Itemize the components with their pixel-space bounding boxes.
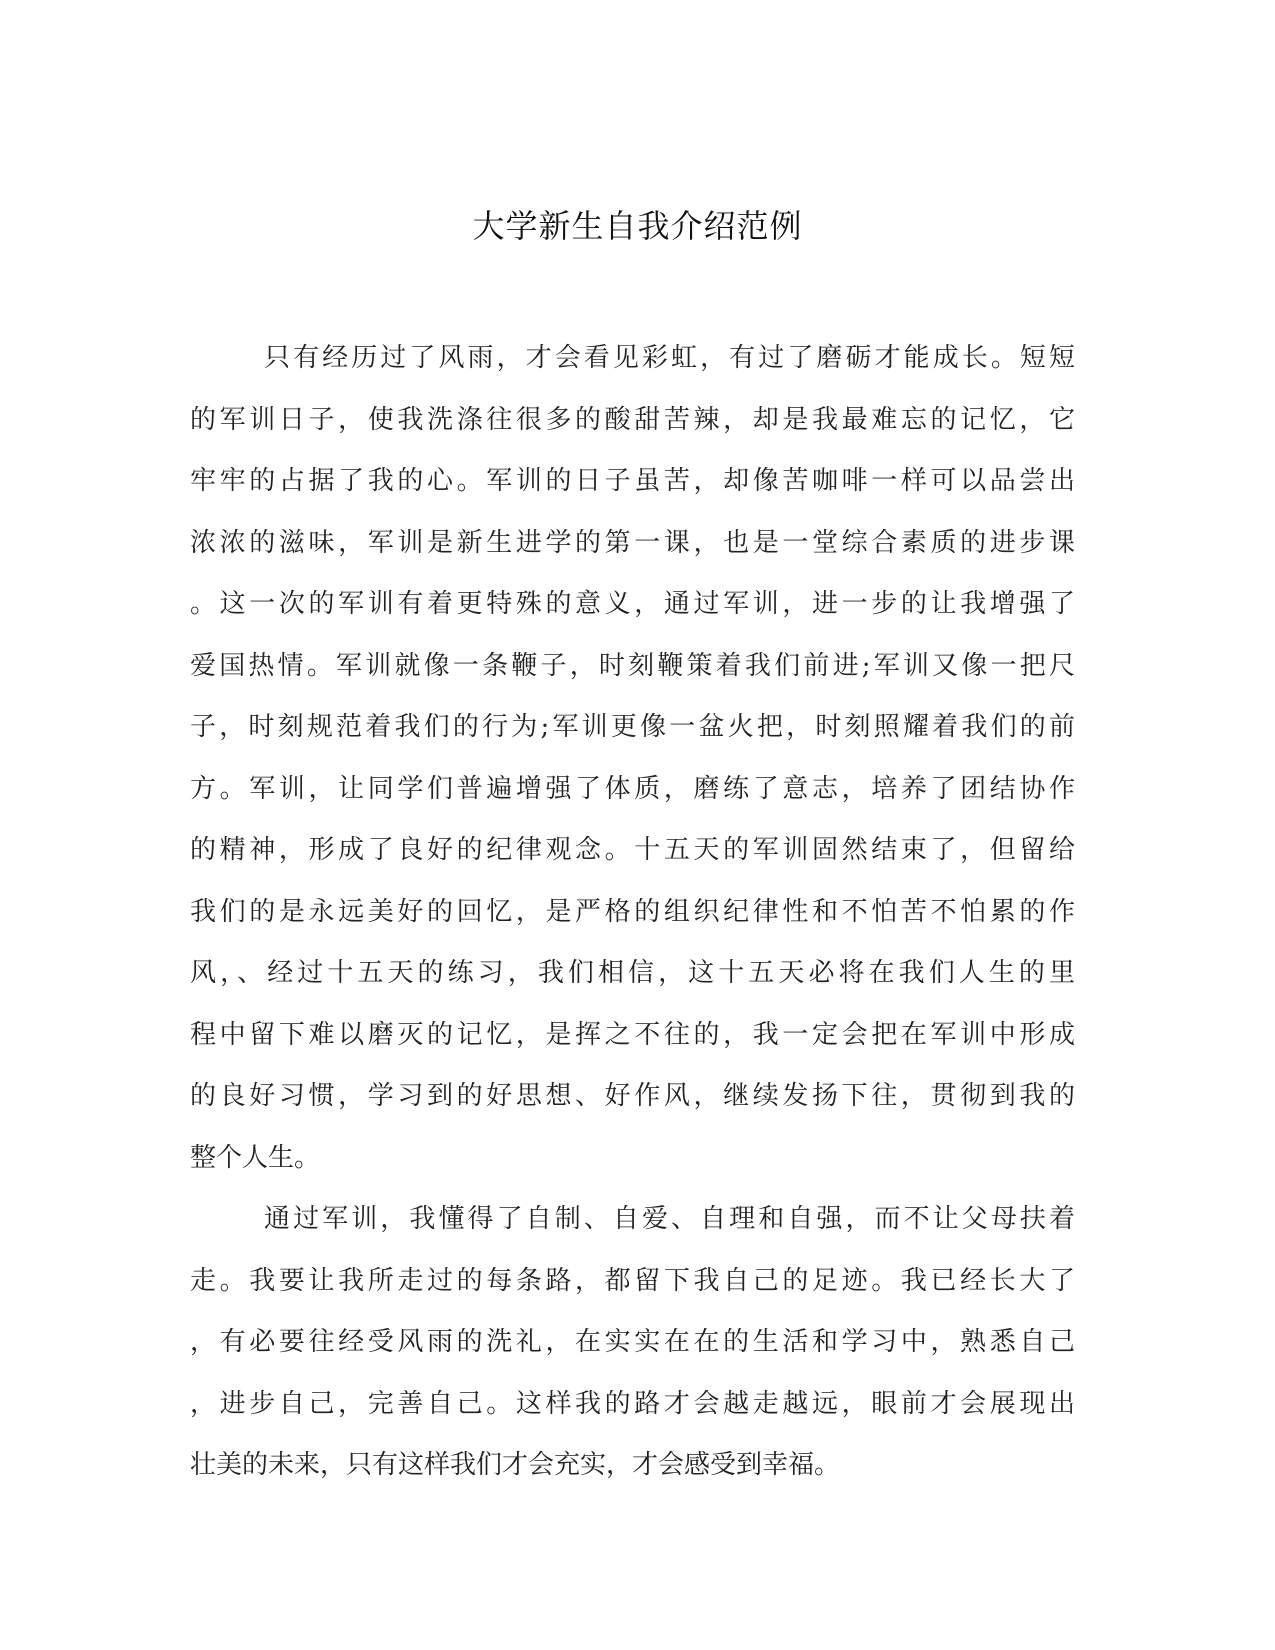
document-body	[190, 328, 1075, 1497]
text-line: 牢牢的占据了我的心。军训的日子虽苦，却像苦咖啡一样可以品尝出	[190, 466, 1075, 496]
paragraph-2	[190, 1189, 1075, 1497]
text-line: 的良好习惯，学习到的好思想、好作风，继续发扬下往，贯彻到我的	[190, 1081, 1075, 1111]
text-line: 整个人生。	[190, 1142, 321, 1173]
text-line: 的精神，形成了良好的纪律观念。十五天的军训固然结束了，但留给	[190, 835, 1075, 865]
text-line: 方。军训，让同学们普遍增强了体质，磨练了意志，培养了团结协作	[190, 773, 1075, 804]
text-line: ，进步自己，完善自己。这样我的路才会越走越远，眼前才会展现出	[190, 1388, 1075, 1419]
text-line: 通过军训，我懂得了自制、自爱、自理和自强，而不让父母扶着	[264, 1204, 1075, 1234]
document-title: 大学新生自我介绍范例	[472, 207, 803, 245]
text-line: 的军训日子，使我洗涤往很多的酸甜苦辣，却是我最难忘的记忆，它	[190, 404, 1075, 435]
text-line: 程中留下难以磨灭的记忆，是挥之不往的，我一定会把在军训中形成	[190, 1019, 1075, 1050]
text-line: 我们的是永远美好的回忆，是严格的组织纪律性和不怕苦不怕累的作	[190, 896, 1075, 927]
text-line: 壮美的未来，只有这样我们才会充实，才会感受到幸福。	[190, 1450, 841, 1480]
text-line: 只有经历过了风雨，才会看见彩虹，有过了磨砺才能成长。短短	[264, 343, 1075, 373]
text-line: ，有必要往经受风雨的洗礼，在实实在在的生活和学习中，熟悉自己	[190, 1327, 1075, 1357]
paragraph-1	[190, 328, 1075, 1189]
text-line: 子，时刻规范着我们的行为;军训更像一盆火把，时刻照耀着我们的前	[190, 712, 1075, 742]
text-line: 。这一次的军训有着更特殊的意义，通过军训，进一步的让我增强了	[190, 589, 1075, 619]
text-line: 浓浓的滋味，军训是新生进学的第一课，也是一堂综合素质的进步课	[190, 527, 1075, 558]
text-line: 风，、经过十五天的练习，我们相信，这十五天必将在我们人生的里	[190, 958, 1075, 988]
text-line: 走。我要让我所走过的每条路，都留下我自己的足迹。我已经长大了	[190, 1265, 1075, 1296]
text-line: 爱国热情。军训就像一条鞭子，时刻鞭策着我们前进;军训又像一把尺	[190, 650, 1075, 681]
